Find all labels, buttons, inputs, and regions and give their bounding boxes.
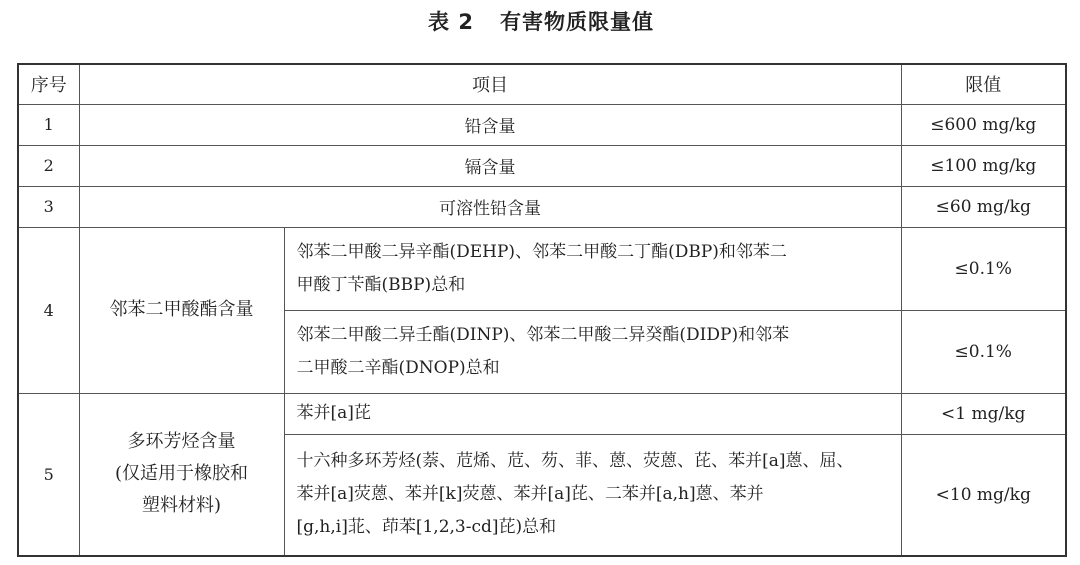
sub-item-line: 邻苯二甲酸二异壬酯(DINP)、邻苯二甲酸二异癸酯(DIDP)和邻苯 <box>296 324 790 345</box>
row-item: 铅含量 <box>79 104 901 145</box>
table-row <box>18 145 1066 186</box>
sub-item-line: [g,h,i]苝、茚苯[1,2,3-cd]芘)总和 <box>296 517 557 538</box>
sub-item-line: 邻苯二甲酸二异辛酯(DEHP)、邻苯二甲酸二丁酯(DBP)和邻苯二 <box>296 241 787 262</box>
row-limit: ≤600 mg/kg <box>901 104 1066 145</box>
sub-limit: ≤0.1% <box>901 310 1066 393</box>
group-line: 多环芳烃含量 <box>127 431 236 453</box>
sub-item: 苯并[a]芘 <box>284 393 901 434</box>
sub-item <box>284 227 901 310</box>
table-row <box>18 186 1066 227</box>
table-row <box>18 227 1066 310</box>
header-limit: 限值 <box>901 64 1066 104</box>
sub-item-line: 苯并[a]荧蒽、苯并[k]荧蒽、苯并[a]芘、二苯并[a,h]蒽、苯并 <box>296 484 764 505</box>
group-label: 邻苯二甲酸酯含量 <box>79 227 284 393</box>
row-no: 2 <box>18 145 79 186</box>
sub-item <box>284 434 901 556</box>
group-label <box>79 393 284 556</box>
sub-item-line: 甲酸丁苄酯(BBP)总和 <box>296 274 466 295</box>
group-line: 塑料材料) <box>141 495 222 517</box>
sub-limit: <1 mg/kg <box>901 393 1066 434</box>
sub-item <box>284 310 901 393</box>
sub-limit: ≤0.1% <box>901 227 1066 310</box>
header-item: 项目 <box>79 64 901 104</box>
row-no: 5 <box>18 393 79 556</box>
row-no: 1 <box>18 104 79 145</box>
row-limit: ≤60 mg/kg <box>901 186 1066 227</box>
table-row <box>18 393 1066 434</box>
row-item: 可溶性铅含量 <box>79 186 901 227</box>
row-item: 镉含量 <box>79 145 901 186</box>
sub-item-line: 十六种多环芳烃(萘、苊烯、苊、芴、菲、蒽、荧蒽、芘、苯并[a]蒽、屈、 <box>296 451 854 472</box>
table-number: 表 2 <box>428 10 474 34</box>
header-no: 序号 <box>18 64 79 104</box>
group-line: (仅适用于橡胶和 <box>114 463 249 485</box>
row-limit: ≤100 mg/kg <box>901 145 1066 186</box>
table-row <box>18 104 1066 145</box>
row-no: 4 <box>18 227 79 393</box>
table-name: 有害物质限量值 <box>499 10 654 34</box>
sub-item-line: 二甲酸二辛酯(DNOP)总和 <box>296 357 500 378</box>
hazardous-substances-table <box>17 63 1067 557</box>
table-title <box>0 6 1080 36</box>
row-no: 3 <box>18 186 79 227</box>
sub-limit: <10 mg/kg <box>901 434 1066 556</box>
header-row <box>18 64 1066 104</box>
